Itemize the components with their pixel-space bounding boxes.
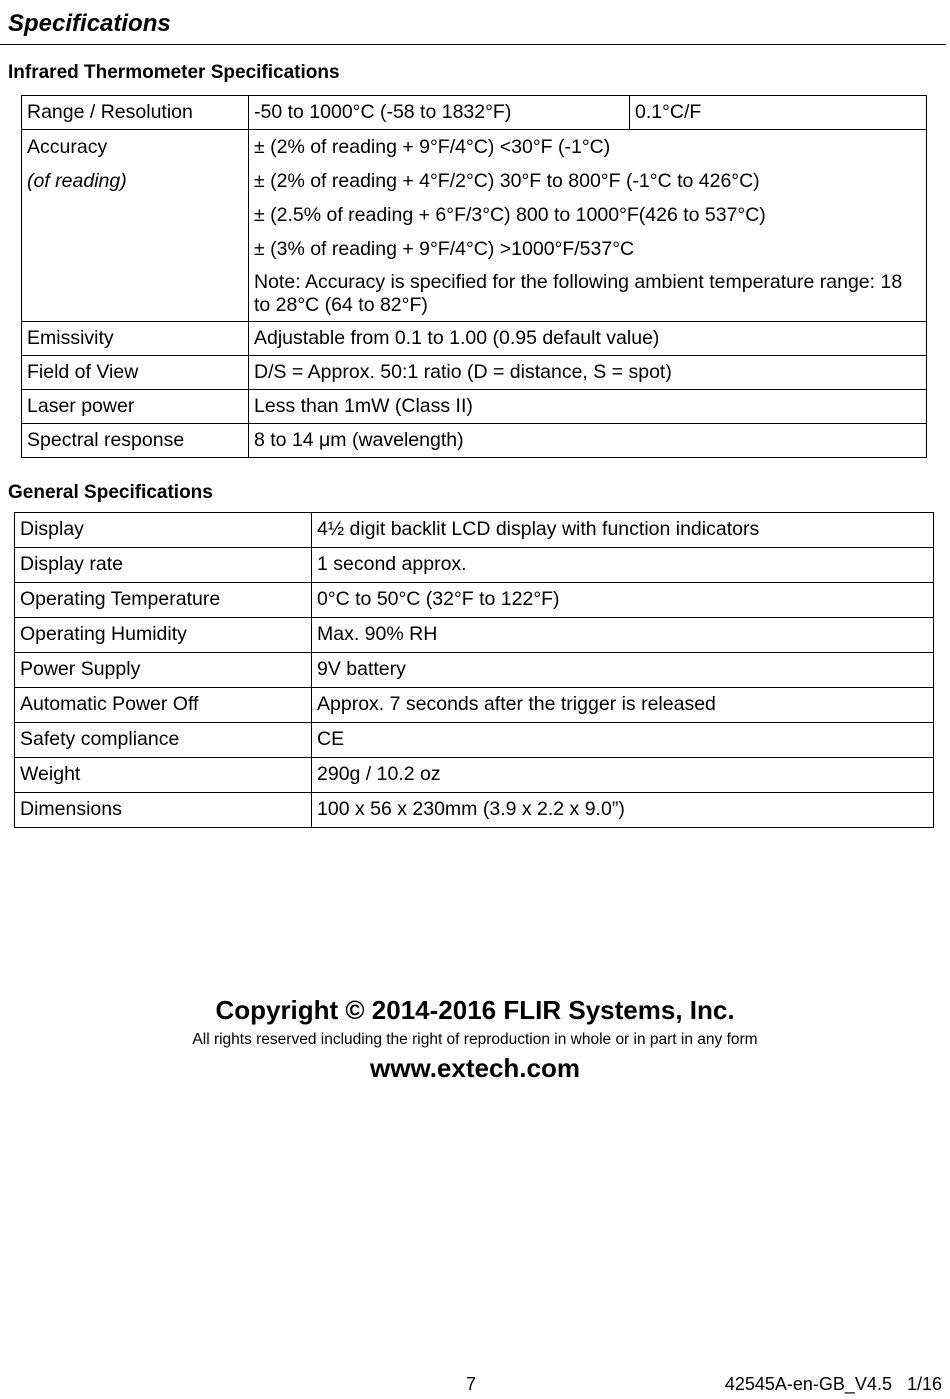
table-row <box>15 548 934 583</box>
spec-label: Operating Humidity <box>15 618 312 653</box>
spec-value: 9V battery <box>312 653 934 688</box>
spec-value: D/S = Approx. 50:1 ratio (D = distance, S = spot) <box>249 356 927 390</box>
spec-label: Safety compliance <box>15 723 312 758</box>
spec-label: Laser power <box>22 390 249 424</box>
spec-label: Spectral response <box>22 424 249 458</box>
spec-label: Display <box>15 513 312 548</box>
spec-label: Power Supply <box>15 653 312 688</box>
resolution-value: 0.1°C/F <box>630 96 927 130</box>
document-code-text: 42545A-en-GB_V4.5 1/16 <box>724 1374 942 1394</box>
spec-value: CE <box>312 723 934 758</box>
spec-label: Operating Temperature <box>15 583 312 618</box>
table-row <box>15 793 934 828</box>
accuracy-label-cell <box>22 130 249 322</box>
range-value: -50 to 1000°C (-58 to 1832°F) <box>249 96 630 130</box>
table-row <box>22 424 927 458</box>
spec-label: Automatic Power Off <box>15 688 312 723</box>
general-specs-title: General Specifications <box>8 482 213 503</box>
spec-value: 100 x 56 x 230mm (3.9 x 2.2 x 9.0”) <box>312 793 934 828</box>
accuracy-sublabel: (of reading) <box>27 170 127 192</box>
table-row <box>15 723 934 758</box>
page-number: 7 <box>466 1374 477 1394</box>
spec-value: 8 to 14 μm (wavelength) <box>249 424 927 458</box>
accuracy-line: ± (2% of reading + 9°F/4°C) <30°F (-1°C) <box>254 136 611 158</box>
table-row <box>15 513 934 548</box>
accuracy-label: Accuracy <box>27 136 108 158</box>
spec-value: Max. 90% RH <box>312 618 934 653</box>
spec-value: Approx. 7 seconds after the trigger is released <box>312 688 934 723</box>
ir-specs-table <box>21 95 927 458</box>
table-row <box>15 583 934 618</box>
spec-label: Field of View <box>22 356 249 390</box>
accuracy-values-cell <box>249 130 927 322</box>
copyright-notice: Copyright © 2014-2016 FLIR Systems, Inc. <box>215 995 735 1025</box>
accuracy-line: ± (2% of reading + 4°F/2°C) 30°F to 800°F (-1°C to 426°C) <box>254 170 760 192</box>
accuracy-line: ± (3% of reading + 9°F/4°C) >1000°F/537°C <box>254 238 635 260</box>
document-code <box>725 1374 942 1395</box>
table-row <box>22 322 927 356</box>
spec-value: 290g / 10.2 oz <box>312 758 934 793</box>
heading-divider <box>0 44 946 45</box>
spec-value: 4½ digit backlit LCD display with function indicators <box>312 513 934 548</box>
spec-label: Emissivity <box>22 322 249 356</box>
spec-value: Less than 1mW (Class II) <box>249 390 927 424</box>
spec-value: Adjustable from 0.1 to 1.00 (0.95 default value) <box>249 322 927 356</box>
spec-label: Weight <box>15 758 312 793</box>
table-row <box>22 130 927 322</box>
ir-specs-title: Infrared Thermometer Specifications <box>8 62 340 83</box>
range-label: Range / Resolution <box>22 96 249 130</box>
spec-label: Display rate <box>15 548 312 583</box>
table-row <box>22 96 927 130</box>
table-row <box>15 688 934 723</box>
website-link[interactable]: www.extech.com <box>370 1053 580 1083</box>
general-specs-table <box>14 512 934 828</box>
rights-statement: All rights reserved including the right of reproduction in whole or in part in any form <box>192 1031 758 1048</box>
table-row <box>22 356 927 390</box>
table-row <box>15 758 934 793</box>
accuracy-line: ± (2.5% of reading + 6°F/3°C) 800 to 1000°F(426 to 537°C) <box>254 204 766 226</box>
accuracy-note: Note: Accuracy is specified for the following ambient temperature range: 18 to 28°C (64 to 82°F) <box>254 271 903 316</box>
spec-label: Dimensions <box>15 793 312 828</box>
table-row <box>15 653 934 688</box>
table-row <box>22 390 927 424</box>
table-row <box>15 618 934 653</box>
spec-value: 1 second approx. <box>312 548 934 583</box>
spec-value: 0°C to 50°C (32°F to 122°F) <box>312 583 934 618</box>
page-heading: Specifications <box>8 10 171 37</box>
